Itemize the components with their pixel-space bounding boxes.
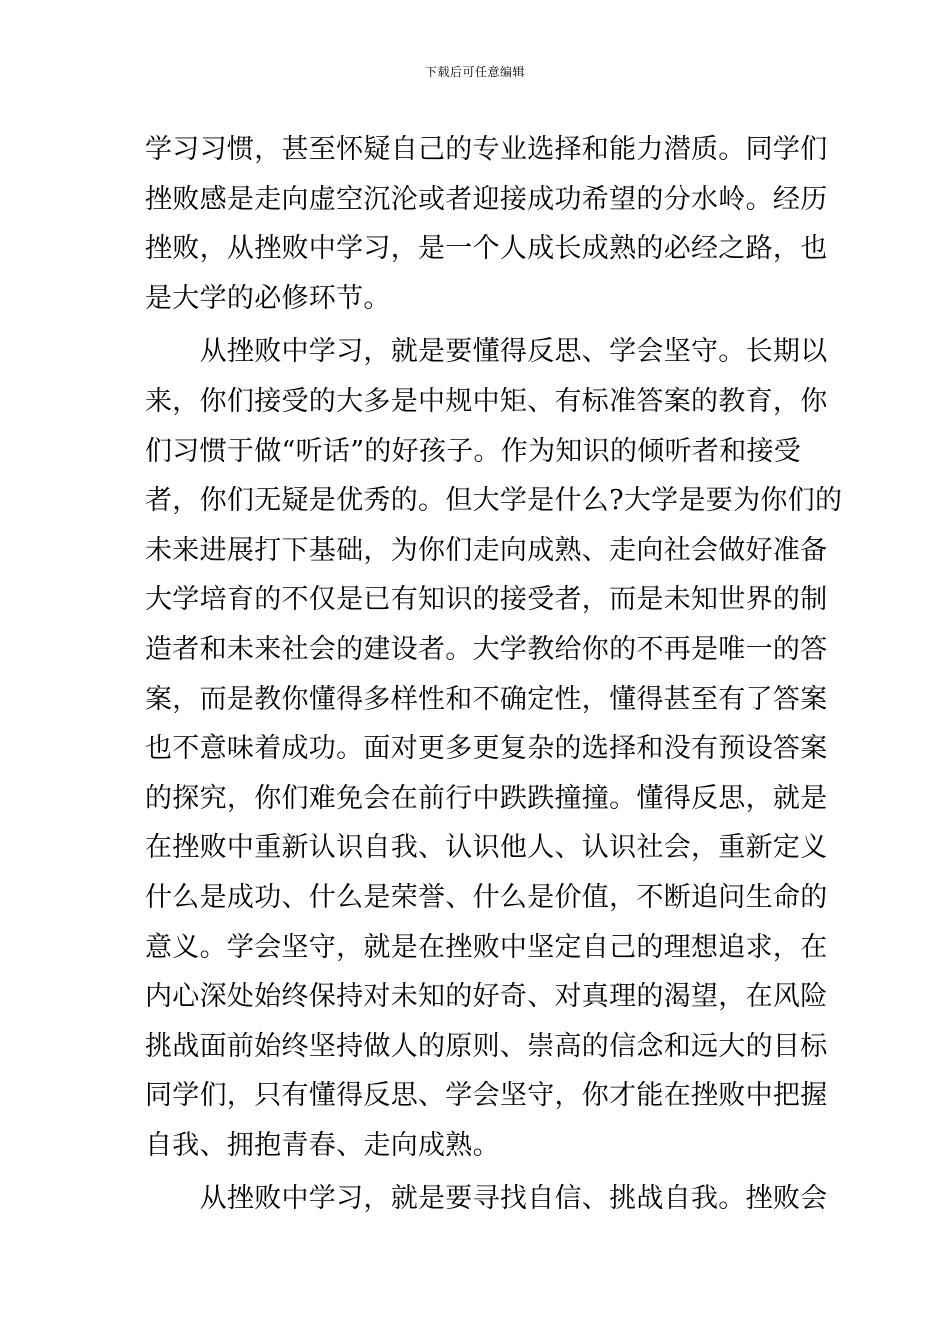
text-line: 是大学的必修环节。 xyxy=(145,282,391,314)
text-line: 大学培育的不仅是已有知识的接受者，而是未知世界的制 xyxy=(145,584,828,616)
text-line: 从挫败中学习，就是要寻找自信、挑战自我。挫败会 xyxy=(145,1183,828,1215)
text-line: 造者和未来社会的建设者。大学教给你的不再是唯一的答 xyxy=(145,633,828,665)
text-line: 自我、拥抱青春、走向成熟。 xyxy=(145,1129,500,1161)
text-line: 在挫败中重新认识自我、认识他人、认识社会，重新定义 xyxy=(145,832,828,864)
paragraph xyxy=(145,1174,828,1224)
document-body xyxy=(145,125,843,1224)
text-line: 挫败，从挫败中学习，是一个人成长成熟的必经之路，也 xyxy=(145,233,828,265)
text-line: 挫败感是走向虚空沉沦或者迎接成功希望的分水岭。经历 xyxy=(145,183,828,215)
text-line: 从挫败中学习，就是要懂得反思、学会坚守。长期以 xyxy=(145,336,828,368)
text-line: 意义。学会坚守，就是在挫败中坚定自己的理想追求，在 xyxy=(145,931,828,963)
paragraph xyxy=(145,125,828,323)
text-line: 未来进展打下基础，为你们走向成熟、走向社会做好准备 xyxy=(145,534,828,566)
text-line: 案，而是教你懂得多样性和不确定性，懂得甚至有了答案 xyxy=(145,683,828,715)
paragraph xyxy=(145,327,843,1170)
text-line: 同学们，只有懂得反思、学会坚守，你才能在挫败中把握 xyxy=(145,1080,828,1112)
text-line: 者，你们无疑是优秀的。但大学是什么?大学是要为你们的 xyxy=(145,485,843,517)
text-line: 的探究，你们难免会在前行中跌跌撞撞。懂得反思，就是 xyxy=(145,782,828,814)
text-line: 挑战面前始终坚持做人的原则、崇高的信念和远大的目标 xyxy=(145,1030,828,1062)
text-line: 什么是成功、什么是荣誉、什么是价值，不断追问生命的 xyxy=(145,881,828,913)
text-line: 来，你们接受的大多是中规中矩、有标准答案的教育，你 xyxy=(145,385,828,417)
page-header: 下载后可任意编辑 xyxy=(424,65,525,79)
text-line: 也不意味着成功。面对更多更复杂的选择和没有预设答案 xyxy=(145,733,828,765)
text-line: 内心深处始终保持对未知的好奇、对真理的渴望，在风险 xyxy=(145,981,828,1013)
text-line: 们习惯于做“听话”的好孩子。作为知识的倾听者和接受 xyxy=(145,435,802,467)
text-line: 学习习惯，甚至怀疑自己的专业选择和能力潜质。同学们 xyxy=(145,134,828,165)
